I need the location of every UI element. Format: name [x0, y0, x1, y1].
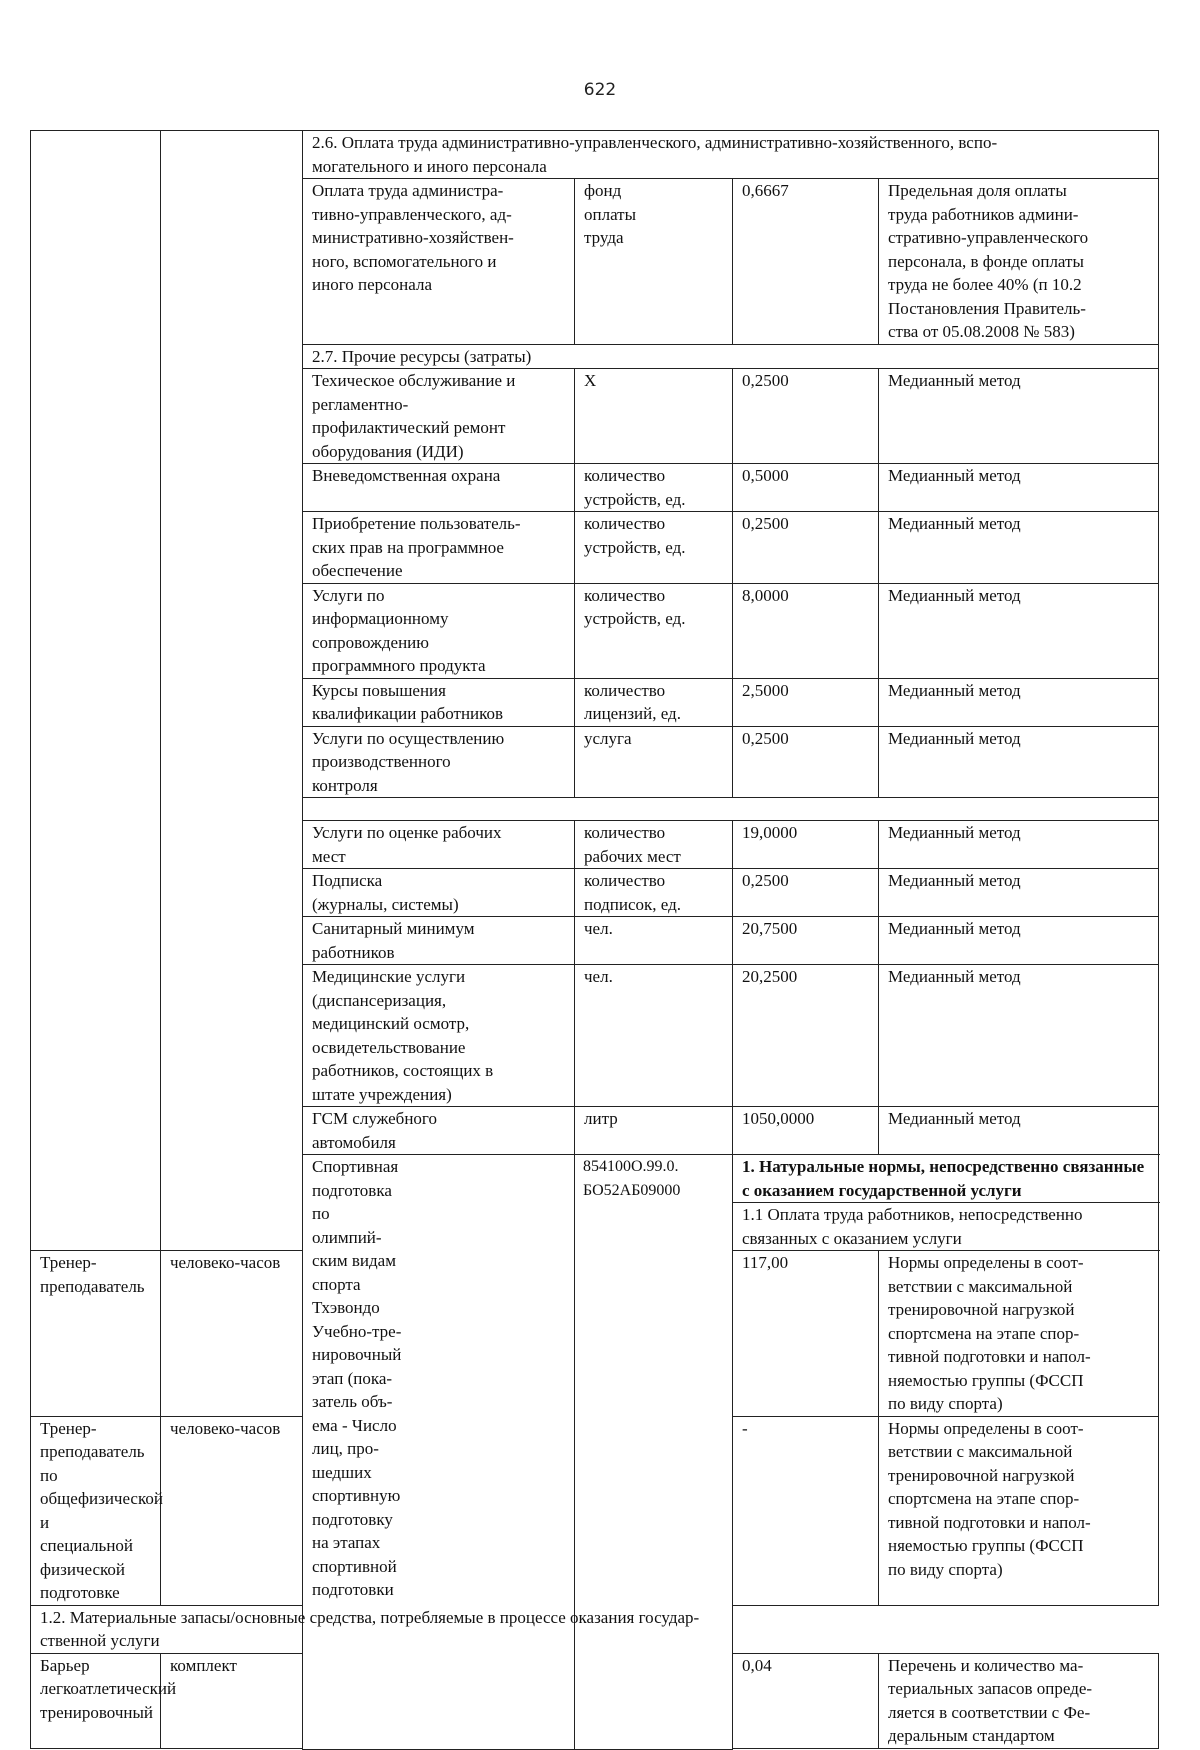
resource-name: Услуги по осуществлению производственного контроля: [303, 726, 575, 798]
resource-unit: X: [575, 369, 733, 464]
resource-name: Услуги по оценке рабочих мест: [303, 821, 575, 869]
resource-unit: фонд оплаты труда: [575, 179, 733, 345]
resource-value: 0,2500: [733, 512, 879, 584]
resource-name: Барьер легкоатлетический тренировочный: [31, 1653, 161, 1748]
resource-name: Услуги по информационному сопровождению программного продукта: [303, 583, 575, 678]
resource-unit: количество устройств, ед.: [575, 583, 733, 678]
section-heading-2-7: 2.7. Прочие ресурсы (затраты): [303, 344, 1159, 369]
resource-name: Оплата труда администра- тивно-управленческого, ад- министративно-хозяйствен- ного, вспомогательного и иного персонала: [303, 179, 575, 345]
resource-name: Санитарный минимум работников: [303, 917, 575, 965]
resource-name: Приобретение пользователь- ских прав на программное обеспечение: [303, 512, 575, 584]
resource-value: 117,00: [733, 1251, 879, 1417]
spacer-cell: [31, 1748, 733, 1749]
section-heading-1: 1. Натуральные нормы, непосредственно связанные с оказанием государственной услуги: [733, 1155, 1159, 1203]
resource-note: Перечень и количество ма- териальных запасов опреде- ляется в соответствии с Фе- деральным стандартом: [879, 1653, 1159, 1748]
resource-name: Техическое обслуживание и регламентно- профилактический ремонт оборудования (ИДИ): [303, 369, 575, 464]
resource-note: Предельная доля оплаты труда работников админи- стративно-управленческого персонала, в фонде оплаты труда не более 40% (п 10.2 Постановления Правитель- ства от 05.08.2008 № 583): [879, 179, 1159, 345]
resource-unit: количество лицензий, ед.: [575, 678, 733, 726]
resource-name: Медицинские услуги (диспансеризация, медицинский осмотр, освидетельствование работников, состоящих в штате учреждения): [303, 965, 575, 1107]
resource-value: -: [733, 1416, 879, 1605]
resource-value: 0,2500: [733, 369, 879, 464]
resource-unit: количество рабочих мест: [575, 821, 733, 869]
section-heading-1-2: 1.2. Материальные запасы/основные средства, потребляемые в процессе оказания государ- ственной услуги: [31, 1605, 733, 1653]
resource-name: Подписка (журналы, системы): [303, 869, 575, 917]
resource-note: Медианный метод: [879, 678, 1159, 726]
resource-note: Медианный метод: [879, 1107, 1159, 1155]
resource-note: Медианный метод: [879, 869, 1159, 917]
resource-note: Медианный метод: [879, 369, 1159, 464]
resource-name: ГСМ служебного автомобиля: [303, 1107, 575, 1155]
resource-value: 19,0000: [733, 821, 879, 869]
resource-note: Нормы определены в соот- ветствии с максимальной тренировочной нагрузкой спортсмена на этапе спор- тивной подготовки и напол- няемостью группы (ФССП по виду спорта): [879, 1251, 1159, 1417]
resource-name: Вневедомственная охрана: [303, 464, 575, 512]
empty-cell: [303, 798, 1159, 821]
resource-note: Медианный метод: [879, 583, 1159, 678]
resource-value: 0,2500: [733, 726, 879, 798]
service-code-cell-empty: [161, 131, 303, 1251]
resource-unit: количество устройств, ед.: [575, 464, 733, 512]
resource-value: 0,2500: [733, 869, 879, 917]
resource-unit: чел.: [575, 965, 733, 1107]
resource-unit: услуга: [575, 726, 733, 798]
page-number: 622: [583, 80, 617, 100]
resource-unit: человеко-часов: [161, 1251, 303, 1417]
resource-note: Медианный метод: [879, 965, 1159, 1107]
resource-value: 0,6667: [733, 179, 879, 345]
resource-note: Медианный метод: [879, 821, 1159, 869]
resource-note: Медианный метод: [879, 726, 1159, 798]
resource-note: Нормы определены в соот- ветствии с максимальной тренировочной нагрузкой спортсмена на этапе спор- тивной подготовки и напол- няемостью группы (ФССП по виду спорта): [879, 1416, 1159, 1605]
resource-value: 0,04: [733, 1653, 879, 1748]
resource-name: Курсы повышения квалификации работников: [303, 678, 575, 726]
spacer-row: [31, 1748, 1159, 1749]
resource-note: Медианный метод: [879, 512, 1159, 584]
resource-name: Тренер-преподаватель по общефизической и специальной физической подготовке: [31, 1416, 161, 1605]
service-code: 854100О.99.0. БО52АБ09000: [575, 1155, 733, 1750]
norms-table: [30, 130, 1159, 1750]
service-name-cell-empty: [31, 131, 161, 1251]
resource-value: 8,0000: [733, 583, 879, 678]
resource-value: 1050,0000: [733, 1107, 879, 1155]
resource-name: Тренер-преподаватель: [31, 1251, 161, 1417]
resource-note: Медианный метод: [879, 464, 1159, 512]
resource-value: 20,2500: [733, 965, 879, 1107]
resource-unit: количество подписок, ед.: [575, 869, 733, 917]
resource-unit: комплект: [161, 1653, 303, 1748]
resource-unit: литр: [575, 1107, 733, 1155]
section-heading-1-1: 1.1 Оплата труда работников, непосредственно связанных с оказанием услуги: [733, 1203, 1159, 1251]
resource-unit: чел.: [575, 917, 733, 965]
service-name: Спортивная подготовка по олимпий- ским видам спорта Тхэвондо Учебно-тре- нировочный этап (пока- затель объ- ема - Число лиц, про- шедших спортивную подготовку на этапах спортивной подготовки: [303, 1155, 575, 1750]
resource-value: 0,5000: [733, 464, 879, 512]
resource-value: 20,7500: [733, 917, 879, 965]
section-heading-2-6: 2.6. Оплата труда административно-управленческого, административно-хозяйственного, вспо- могательного и иного персонала: [303, 131, 1159, 179]
resource-value: 2,5000: [733, 678, 879, 726]
resource-unit: человеко-часов: [161, 1416, 303, 1605]
resource-note: Медианный метод: [879, 917, 1159, 965]
resource-unit: количество устройств, ед.: [575, 512, 733, 584]
